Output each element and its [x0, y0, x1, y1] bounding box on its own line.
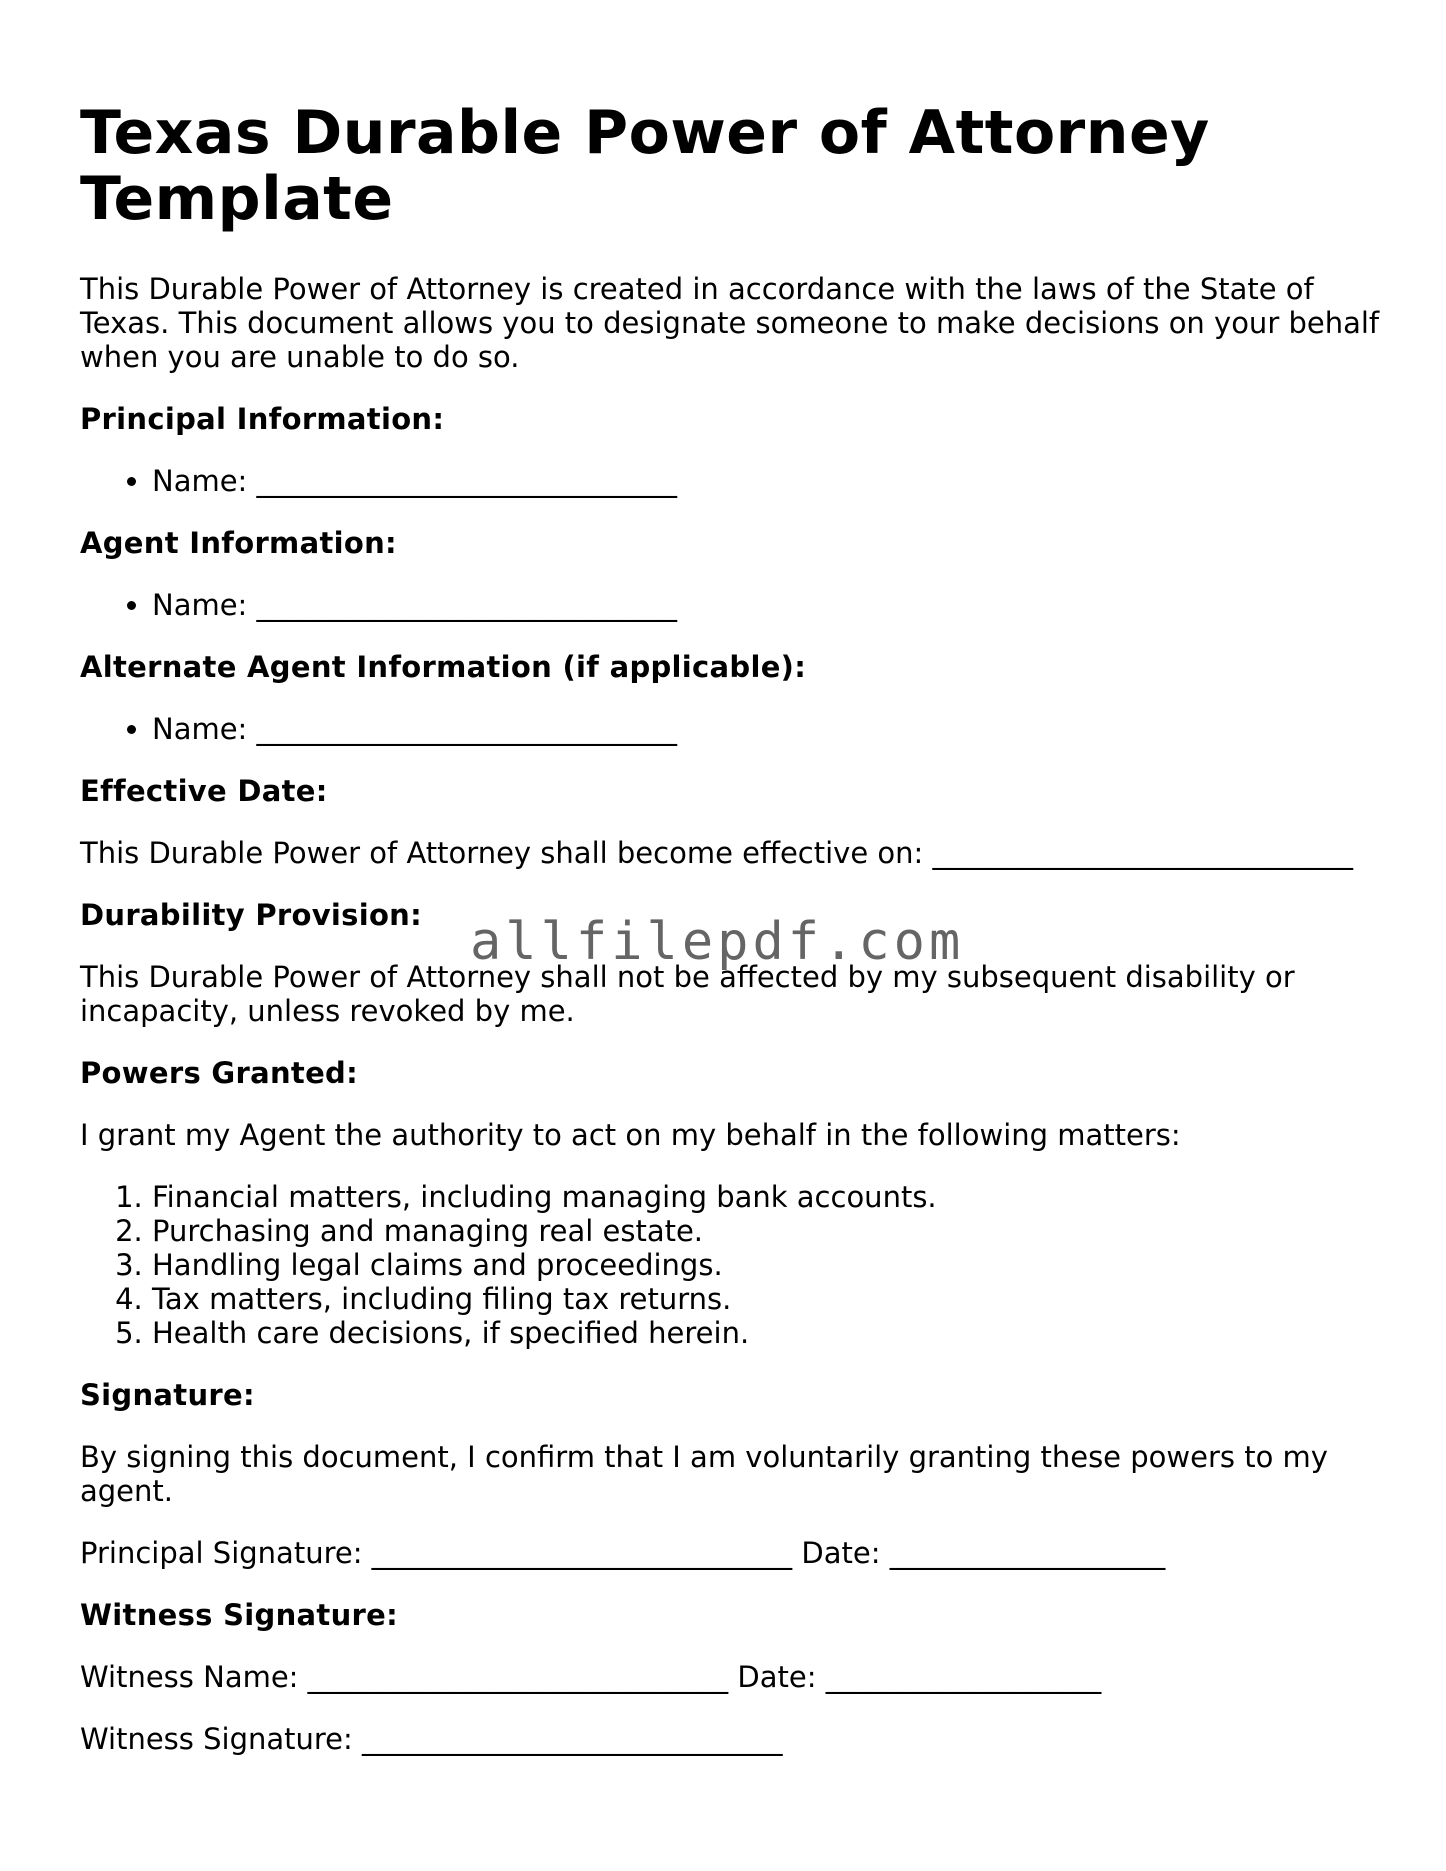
agent-list: [80, 588, 1380, 622]
power-item: 3. Handling legal claims and proceedings.: [152, 1248, 1380, 1282]
power-item: 1. Financial matters, including managing bank accounts.: [152, 1180, 1380, 1214]
principal-name-line: • Name: _____________________________: [152, 464, 1380, 498]
alternate-agent-heading: Alternate Agent Information (if applicable):: [80, 650, 807, 684]
witness-name-line: Witness Name: _____________________________ Date: ___________________: [80, 1660, 1102, 1694]
powers-heading: Powers Granted:: [80, 1056, 359, 1090]
agent-name-line: • Name: _____________________________: [152, 588, 1380, 622]
signature-text: By signing this document, I confirm that I am voluntarily granting these powers to my agent.: [80, 1440, 1328, 1508]
principal-signature-line: Principal Signature: _____________________________ Date: ___________________: [80, 1536, 1166, 1570]
witness-signature-line: Witness Signature: _____________________________: [80, 1722, 783, 1756]
principal-list: [80, 464, 1380, 498]
agent-heading: Agent Information:: [80, 526, 397, 560]
powers-text: I grant my Agent the authority to act on my behalf in the following matters:: [80, 1118, 1181, 1152]
intro-paragraph: This Durable Power of Attorney is created in accordance with the laws of the State of Texas. This document allows you to designate someone to make decisions on your behalf when you are unable to do so.: [80, 272, 1380, 374]
principal-heading: Principal Information:: [80, 402, 445, 436]
durability-heading: Durability Provision:: [80, 898, 423, 932]
signature-heading: Signature:: [80, 1378, 255, 1412]
power-item: 4. Tax matters, including filing tax returns.: [152, 1282, 1380, 1316]
document-title: Texas Durable Power of Attorney Template: [80, 98, 1210, 234]
effective-date-text: This Durable Power of Attorney shall become effective on: _____________________________: [80, 836, 1354, 870]
watermark: allfilepdf.com: [470, 912, 965, 972]
alternate-agent-list: [80, 712, 1380, 746]
power-item: 5. Health care decisions, if specified herein.: [152, 1316, 1380, 1350]
effective-date-heading: Effective Date:: [80, 774, 328, 808]
alternate-agent-name-line: • Name: _____________________________: [152, 712, 1380, 746]
durability-text: This Durable Power of Attorney shall not be affected by my subsequent disability or incapacity, unless revoked by me.: [80, 960, 1295, 1028]
powers-list: [80, 1180, 1380, 1350]
power-item: 2. Purchasing and managing real estate.: [152, 1214, 1380, 1248]
witness-heading: Witness Signature:: [80, 1598, 398, 1632]
